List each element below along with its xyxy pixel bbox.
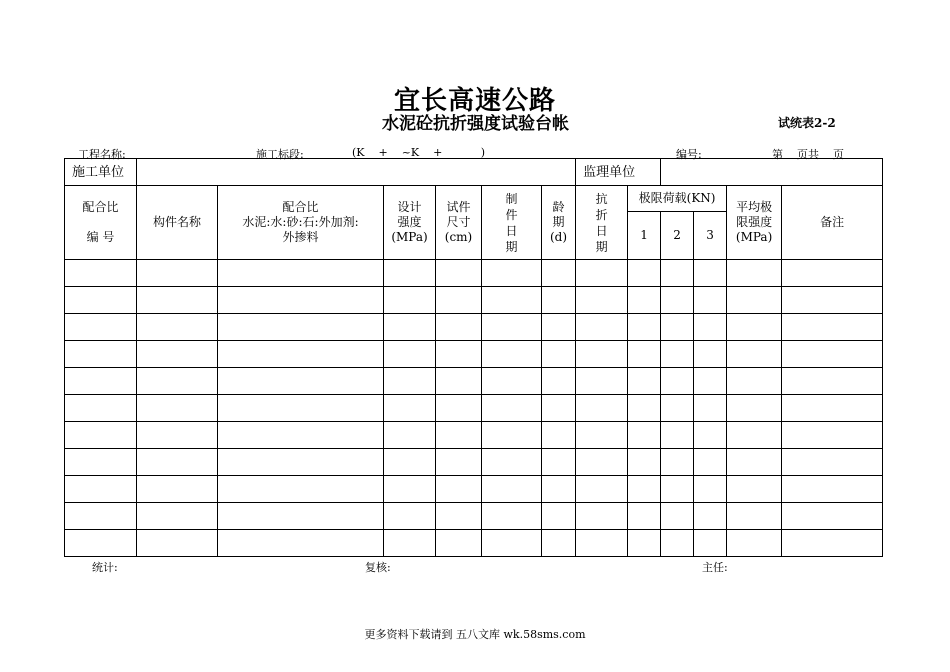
table-cell[interactable]: [218, 530, 384, 557]
table-cell[interactable]: [218, 341, 384, 368]
table-row: [65, 476, 883, 503]
table-cell[interactable]: [782, 476, 883, 503]
table-cell[interactable]: [482, 530, 542, 557]
director-label: 主任:: [702, 561, 728, 574]
table-cell[interactable]: [137, 449, 218, 476]
table-cell[interactable]: [782, 368, 883, 395]
table-cell[interactable]: [628, 260, 661, 287]
table-cell[interactable]: [137, 422, 218, 449]
table-cell[interactable]: [576, 314, 628, 341]
table-cell[interactable]: [542, 530, 576, 557]
table-cell[interactable]: [542, 287, 576, 314]
table-cell[interactable]: [65, 395, 137, 422]
table-cell[interactable]: [576, 395, 628, 422]
page-count: 第 页共 页: [772, 148, 844, 161]
table-cell[interactable]: [218, 422, 384, 449]
table-cell[interactable]: [482, 395, 542, 422]
table-cell[interactable]: [482, 476, 542, 503]
table-cell[interactable]: [782, 341, 883, 368]
table-row: [65, 341, 883, 368]
table-cell[interactable]: [576, 368, 628, 395]
table-cell[interactable]: [694, 341, 727, 368]
table-cell[interactable]: [137, 395, 218, 422]
table-row: [65, 368, 883, 395]
table-cell[interactable]: [137, 530, 218, 557]
table-cell[interactable]: [436, 395, 482, 422]
table-row: [65, 530, 883, 557]
review-label: 复核:: [365, 561, 391, 574]
table-cell[interactable]: [694, 368, 727, 395]
table-cell[interactable]: [727, 449, 782, 476]
table-cell[interactable]: [661, 530, 694, 557]
col-mix-no: 配合比 编 号: [65, 186, 137, 260]
section-label: 施工标段:: [256, 148, 304, 161]
table-cell[interactable]: [628, 530, 661, 557]
col-mix-ratio: 配合比 水泥:水:砂:石:外加剂: 外掺料: [218, 186, 384, 260]
table-cell[interactable]: [384, 449, 436, 476]
table-cell[interactable]: [694, 260, 727, 287]
table-cell[interactable]: [576, 530, 628, 557]
table-cell[interactable]: [65, 503, 137, 530]
table-cell[interactable]: [694, 395, 727, 422]
col-load-2: 2: [661, 212, 694, 260]
table-cell[interactable]: [576, 287, 628, 314]
table-cell[interactable]: [65, 287, 137, 314]
col-component: 构件名称: [137, 186, 218, 260]
table-cell[interactable]: [65, 314, 137, 341]
table-cell[interactable]: [482, 422, 542, 449]
table-cell[interactable]: [218, 395, 384, 422]
table-cell[interactable]: [436, 476, 482, 503]
table-cell[interactable]: [436, 287, 482, 314]
table-cell[interactable]: [137, 287, 218, 314]
table-cell[interactable]: [482, 314, 542, 341]
table-cell[interactable]: [661, 260, 694, 287]
col-make-date-text: 制件日期: [505, 191, 518, 254]
table-cell[interactable]: [694, 449, 727, 476]
table-cell[interactable]: [727, 476, 782, 503]
table-cell[interactable]: [542, 476, 576, 503]
table-cell[interactable]: [661, 314, 694, 341]
col-limit-load: 极限荷载(KN): [628, 186, 727, 212]
table-cell[interactable]: [694, 530, 727, 557]
table-cell[interactable]: [218, 314, 384, 341]
table-cell[interactable]: [542, 503, 576, 530]
table-cell[interactable]: [694, 503, 727, 530]
col-test-date: [576, 186, 628, 260]
table-cell[interactable]: [661, 503, 694, 530]
table-cell[interactable]: [661, 287, 694, 314]
table-cell[interactable]: [137, 476, 218, 503]
table-cell[interactable]: [384, 503, 436, 530]
table-cell[interactable]: [436, 368, 482, 395]
table-cell[interactable]: [727, 287, 782, 314]
station-range: (K + ~K + ): [352, 146, 486, 159]
table-cell[interactable]: [384, 422, 436, 449]
download-notice: 更多资料下载请到 五八文库 wk.58sms.com: [364, 628, 586, 641]
table-cell[interactable]: [218, 449, 384, 476]
table-cell[interactable]: [542, 422, 576, 449]
form-number: 试统表2-2: [778, 116, 836, 130]
table-row: [65, 287, 883, 314]
document-subtitle: 水泥砼抗折强度试验台帐: [382, 114, 569, 134]
table-cell[interactable]: [137, 503, 218, 530]
info-row: [65, 159, 883, 186]
table-cell[interactable]: [661, 368, 694, 395]
table-cell[interactable]: [218, 287, 384, 314]
table-cell[interactable]: [782, 395, 883, 422]
table-cell[interactable]: [482, 287, 542, 314]
table-cell[interactable]: [436, 530, 482, 557]
table-cell[interactable]: [727, 530, 782, 557]
table-cell[interactable]: [628, 368, 661, 395]
table-cell[interactable]: [542, 260, 576, 287]
table-cell[interactable]: [137, 314, 218, 341]
table-cell[interactable]: [576, 341, 628, 368]
table-cell[interactable]: [384, 341, 436, 368]
table-row: [65, 422, 883, 449]
table-cell[interactable]: [694, 476, 727, 503]
table-cell[interactable]: [384, 260, 436, 287]
table-cell[interactable]: [576, 449, 628, 476]
table-cell[interactable]: [137, 260, 218, 287]
table-cell[interactable]: [628, 503, 661, 530]
col-remarks: 备注: [782, 186, 883, 260]
table-cell[interactable]: [65, 368, 137, 395]
table-row: [65, 260, 883, 287]
table-cell[interactable]: [542, 395, 576, 422]
supervisor-value[interactable]: [661, 159, 883, 186]
table-cell[interactable]: [661, 422, 694, 449]
table-row: [65, 449, 883, 476]
col-load-1: 1: [628, 212, 661, 260]
table-cell[interactable]: [65, 260, 137, 287]
col-avg-strength: 平均极 限强度 (MPa): [727, 186, 782, 260]
table-cell[interactable]: [694, 287, 727, 314]
table-row: [65, 395, 883, 422]
table-cell[interactable]: [694, 422, 727, 449]
table-cell[interactable]: [661, 341, 694, 368]
table-cell[interactable]: [661, 449, 694, 476]
table-row: [65, 503, 883, 530]
table-cell[interactable]: [482, 503, 542, 530]
table-cell[interactable]: [218, 503, 384, 530]
col-age: 龄 期 (d): [542, 186, 576, 260]
table-cell[interactable]: [384, 530, 436, 557]
table-cell[interactable]: [482, 341, 542, 368]
table-cell[interactable]: [727, 395, 782, 422]
col-design-strength: 设计 强度 (MPa): [384, 186, 436, 260]
table-cell[interactable]: [628, 422, 661, 449]
table-cell[interactable]: [628, 341, 661, 368]
table-cell[interactable]: [137, 368, 218, 395]
table-cell[interactable]: [137, 341, 218, 368]
table-cell[interactable]: [436, 422, 482, 449]
table-cell[interactable]: [482, 368, 542, 395]
table-cell[interactable]: [727, 368, 782, 395]
table-cell[interactable]: [218, 260, 384, 287]
table-cell[interactable]: [436, 314, 482, 341]
document-title: 宜长高速公路: [393, 86, 556, 116]
table-cell[interactable]: [436, 449, 482, 476]
header-row: [65, 186, 883, 212]
col-specimen-size: 试件 尺寸 (cm): [436, 186, 482, 260]
table-cell[interactable]: [576, 422, 628, 449]
table-cell[interactable]: [65, 449, 137, 476]
table-cell[interactable]: [542, 314, 576, 341]
table-cell[interactable]: [727, 260, 782, 287]
table-cell[interactable]: [576, 503, 628, 530]
table-cell[interactable]: [782, 287, 883, 314]
contractor-label: 施工单位: [65, 159, 137, 186]
col-test-date-text: 抗折日期: [595, 191, 608, 254]
table-cell[interactable]: [482, 260, 542, 287]
contractor-value[interactable]: [137, 159, 576, 186]
table-cell[interactable]: [782, 503, 883, 530]
table-cell[interactable]: [218, 368, 384, 395]
table-cell[interactable]: [727, 341, 782, 368]
table-cell[interactable]: [782, 422, 883, 449]
table-cell[interactable]: [782, 260, 883, 287]
table-cell[interactable]: [782, 530, 883, 557]
number-label: 编号:: [676, 148, 702, 161]
table-cell[interactable]: [384, 287, 436, 314]
table-cell[interactable]: [661, 476, 694, 503]
table-cell[interactable]: [384, 368, 436, 395]
table-cell[interactable]: [628, 395, 661, 422]
table-cell[interactable]: [727, 422, 782, 449]
table-cell[interactable]: [436, 260, 482, 287]
table-cell[interactable]: [384, 476, 436, 503]
table-cell[interactable]: [384, 395, 436, 422]
table-cell[interactable]: [65, 476, 137, 503]
table-cell[interactable]: [542, 449, 576, 476]
table-cell[interactable]: [727, 314, 782, 341]
table-cell[interactable]: [482, 449, 542, 476]
table-cell[interactable]: [65, 341, 137, 368]
table-cell[interactable]: [218, 476, 384, 503]
table-row: [65, 314, 883, 341]
table-cell[interactable]: [436, 503, 482, 530]
table-cell[interactable]: [65, 530, 137, 557]
supervisor-label: 监理单位: [576, 159, 661, 186]
table-cell[interactable]: [628, 314, 661, 341]
table-cell[interactable]: [628, 287, 661, 314]
stat-label: 统计:: [92, 561, 118, 574]
table-cell[interactable]: [436, 341, 482, 368]
table-cell[interactable]: [727, 503, 782, 530]
table-cell[interactable]: [661, 395, 694, 422]
col-make-date: [482, 186, 542, 260]
table-cell[interactable]: [628, 476, 661, 503]
table-cell[interactable]: [542, 368, 576, 395]
ledger-table: [64, 158, 883, 557]
table-cell[interactable]: [384, 314, 436, 341]
table-cell[interactable]: [542, 341, 576, 368]
table-cell[interactable]: [782, 314, 883, 341]
table-cell[interactable]: [65, 422, 137, 449]
table-cell[interactable]: [628, 449, 661, 476]
table-cell[interactable]: [782, 449, 883, 476]
table-cell[interactable]: [576, 476, 628, 503]
table-cell[interactable]: [694, 314, 727, 341]
table-cell[interactable]: [576, 260, 628, 287]
project-name-label: 工程名称:: [78, 148, 126, 161]
col-load-3: 3: [694, 212, 727, 260]
